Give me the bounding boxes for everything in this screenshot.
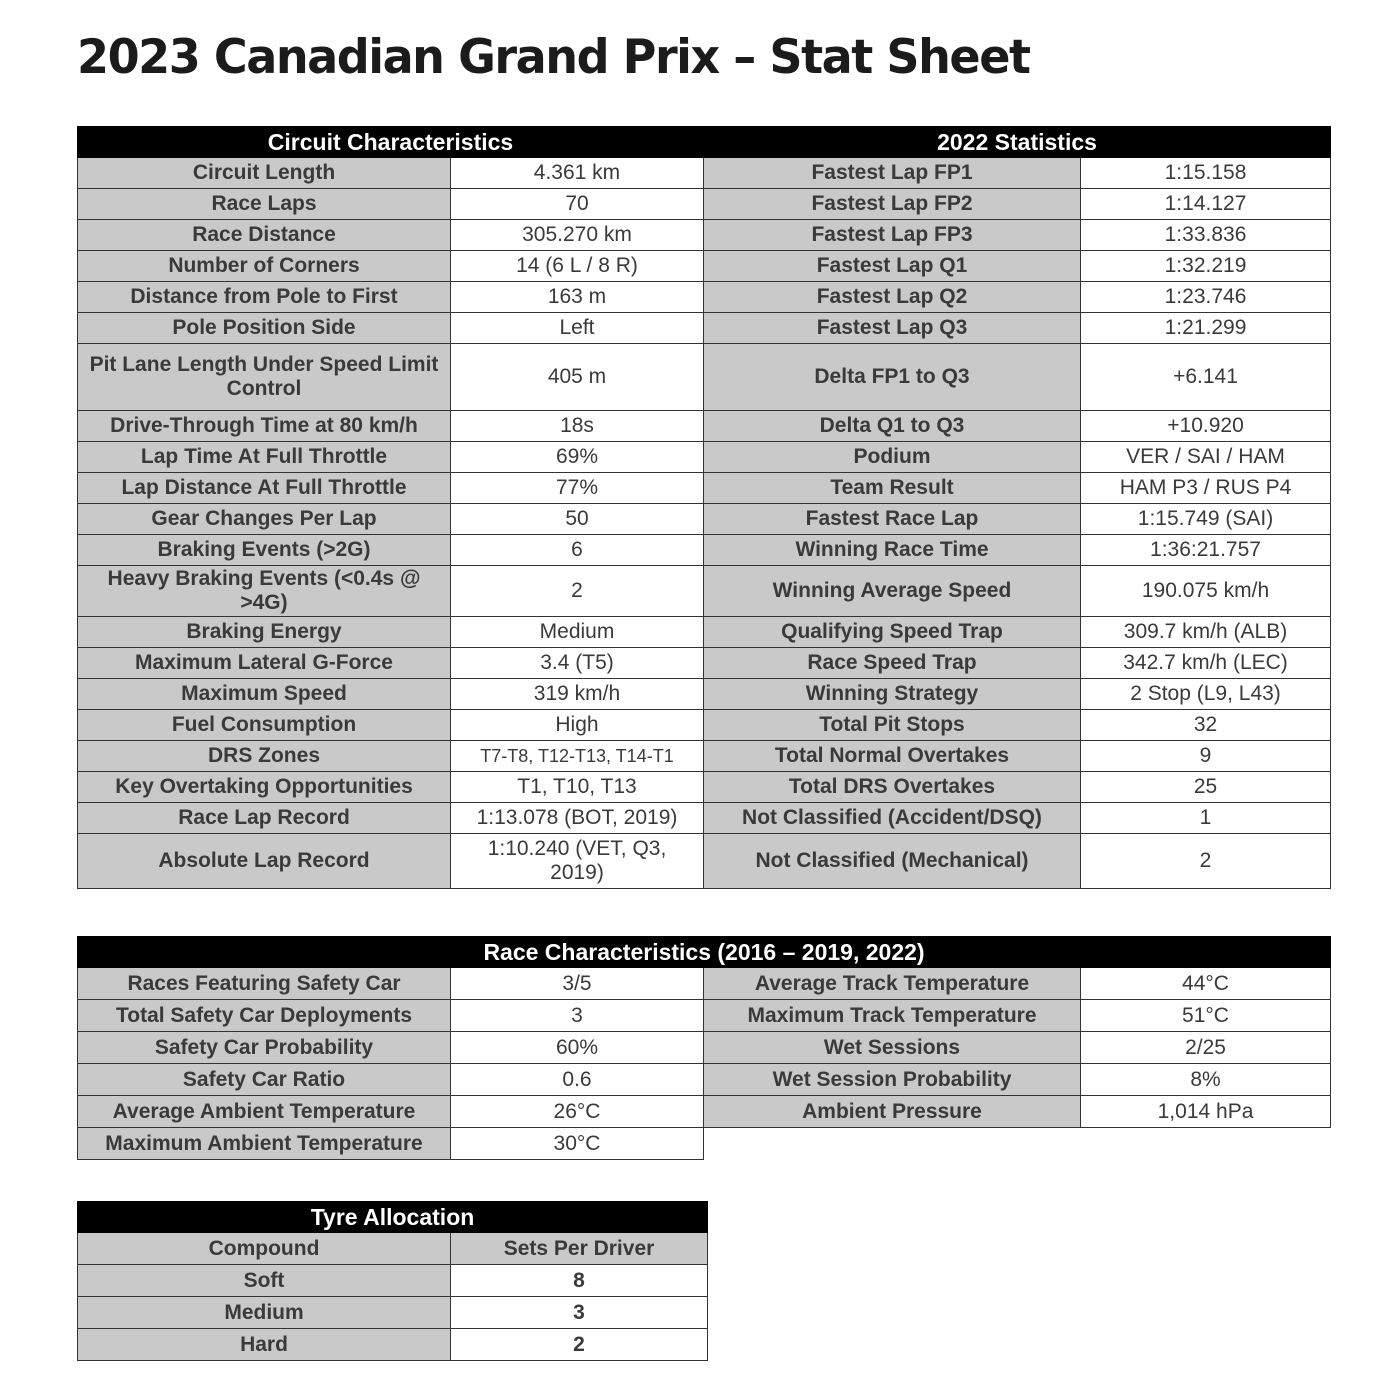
row-value: 50: [451, 504, 704, 535]
row-value: 1:13.078 (BOT, 2019): [451, 803, 704, 834]
row-value: 32: [1081, 710, 1331, 741]
table-row: [78, 803, 1331, 834]
column-header-compound: Compound: [78, 1233, 451, 1265]
row-label: Total Safety Car Deployments: [78, 1000, 451, 1032]
compound-name: Medium: [78, 1297, 451, 1329]
row-value: 163 m: [451, 282, 704, 313]
table-row: [78, 473, 1331, 504]
row-value: 1:10.240 (VET, Q3, 2019): [451, 834, 704, 889]
compound-name: Soft: [78, 1265, 451, 1297]
row-value: 2 Stop (L9, L43): [1081, 679, 1331, 710]
row-value: Medium: [451, 617, 704, 648]
row-label: Heavy Braking Events (<0.4s @ >4G): [78, 566, 451, 617]
row-label: Winning Average Speed: [704, 566, 1081, 617]
row-label: Not Classified (Accident/DSQ): [704, 803, 1081, 834]
row-label: Wet Session Probability: [704, 1064, 1081, 1096]
table-row: [78, 566, 1331, 617]
table-row: [78, 251, 1331, 282]
row-value: 1:14.127: [1081, 189, 1331, 220]
row-label: Maximum Track Temperature: [704, 1000, 1081, 1032]
table-row: [78, 772, 1331, 803]
row-value: 70: [451, 189, 704, 220]
table-row: [78, 648, 1331, 679]
row-value: HAM P3 / RUS P4: [1081, 473, 1331, 504]
row-value: 190.075 km/h: [1081, 566, 1331, 617]
row-label: Race Laps: [78, 189, 451, 220]
compound-name: Hard: [78, 1329, 451, 1361]
row-label: Number of Corners: [78, 251, 451, 282]
row-label: Safety Car Ratio: [78, 1064, 451, 1096]
row-value: 8%: [1081, 1064, 1331, 1096]
table-row: [78, 1128, 1331, 1160]
row-label: Race Lap Record: [78, 803, 451, 834]
circuit-and-2022-stats-table: [77, 126, 1331, 889]
row-label: Fastest Lap Q3: [704, 313, 1081, 344]
row-value: 26°C: [451, 1096, 704, 1128]
row-value: 1:36:21.757: [1081, 535, 1331, 566]
row-value: 18s: [451, 411, 704, 442]
table-row: [78, 968, 1331, 1000]
row-label: Maximum Speed: [78, 679, 451, 710]
row-value: 1: [1081, 803, 1331, 834]
table-row: [78, 1096, 1331, 1128]
row-value: 1:23.746: [1081, 282, 1331, 313]
row-label: Qualifying Speed Trap: [704, 617, 1081, 648]
row-value: 9: [1081, 741, 1331, 772]
row-label: Races Featuring Safety Car: [78, 968, 451, 1000]
row-value: 14 (6 L / 8 R): [451, 251, 704, 282]
row-value: 0.6: [451, 1064, 704, 1096]
table-row: [78, 834, 1331, 889]
row-label: Total Pit Stops: [704, 710, 1081, 741]
row-label: Team Result: [704, 473, 1081, 504]
row-value: T7-T8, T12-T13, T14-T1: [451, 741, 704, 772]
circuit-characteristics-header: Circuit Characteristics: [78, 127, 704, 158]
table-row: [78, 344, 1331, 411]
row-label: Delta Q1 to Q3: [704, 411, 1081, 442]
race-characteristics-table: [77, 936, 1331, 1160]
row-value: 2/25: [1081, 1032, 1331, 1064]
table-row: [78, 282, 1331, 313]
row-value: VER / SAI / HAM: [1081, 442, 1331, 473]
row-value: 1:33.836: [1081, 220, 1331, 251]
tyre-allocation-table: [77, 1201, 708, 1361]
row-value: 1:32.219: [1081, 251, 1331, 282]
row-value: 69%: [451, 442, 704, 473]
table-row: [78, 535, 1331, 566]
row-value: 3.4 (T5): [451, 648, 704, 679]
table-row: [78, 313, 1331, 344]
table-row: [78, 1329, 708, 1361]
row-value: 30°C: [451, 1128, 704, 1160]
table-row: [78, 679, 1331, 710]
row-label: Podium: [704, 442, 1081, 473]
row-label: Average Track Temperature: [704, 968, 1081, 1000]
row-label: Winning Race Time: [704, 535, 1081, 566]
sets-value: 3: [451, 1297, 708, 1329]
table-row: [78, 504, 1331, 535]
row-value: 342.7 km/h (LEC): [1081, 648, 1331, 679]
row-value: 77%: [451, 473, 704, 504]
row-label: Safety Car Probability: [78, 1032, 451, 1064]
table-row: [78, 617, 1331, 648]
row-label: Pit Lane Length Under Speed Limit Control: [78, 344, 451, 411]
row-label: Winning Strategy: [704, 679, 1081, 710]
sets-value: 8: [451, 1265, 708, 1297]
table-row: [78, 741, 1331, 772]
row-value: +10.920: [1081, 411, 1331, 442]
row-label: Fastest Lap FP2: [704, 189, 1081, 220]
row-value: +6.141: [1081, 344, 1331, 411]
row-label: Maximum Ambient Temperature: [78, 1128, 451, 1160]
row-label: Not Classified (Mechanical): [704, 834, 1081, 889]
row-value: High: [451, 710, 704, 741]
row-value: 1:15.749 (SAI): [1081, 504, 1331, 535]
race-characteristics-header: Race Characteristics (2016 – 2019, 2022): [78, 937, 1331, 968]
row-value: 51°C: [1081, 1000, 1331, 1032]
row-value: T1, T10, T13: [451, 772, 704, 803]
row-label: Fastest Lap FP3: [704, 220, 1081, 251]
row-value: 3/5: [451, 968, 704, 1000]
row-label: Fastest Race Lap: [704, 504, 1081, 535]
row-label: Drive-Through Time at 80 km/h: [78, 411, 451, 442]
row-label: Gear Changes Per Lap: [78, 504, 451, 535]
row-label: Fastest Lap FP1: [704, 158, 1081, 189]
table-row: [78, 442, 1331, 473]
row-value: 2: [451, 566, 704, 617]
table-row: [78, 411, 1331, 442]
row-value: 2: [1081, 834, 1331, 889]
row-value: 305.270 km: [451, 220, 704, 251]
row-label: Pole Position Side: [78, 313, 451, 344]
table-row: [78, 158, 1331, 189]
row-label: Key Overtaking Opportunities: [78, 772, 451, 803]
row-label: Distance from Pole to First: [78, 282, 451, 313]
row-value: 309.7 km/h (ALB): [1081, 617, 1331, 648]
column-header-sets: Sets Per Driver: [451, 1233, 708, 1265]
table-row: [78, 1064, 1331, 1096]
table-header-row: [78, 1233, 708, 1265]
row-value: Left: [451, 313, 704, 344]
row-label: Race Distance: [78, 220, 451, 251]
row-label: Absolute Lap Record: [78, 834, 451, 889]
empty-cell: [704, 1128, 1331, 1160]
row-value: 1:15.158: [1081, 158, 1331, 189]
row-label: DRS Zones: [78, 741, 451, 772]
row-value: 25: [1081, 772, 1331, 803]
sets-value: 2: [451, 1329, 708, 1361]
row-label: Fastest Lap Q1: [704, 251, 1081, 282]
row-label: Wet Sessions: [704, 1032, 1081, 1064]
row-value: 1:21.299: [1081, 313, 1331, 344]
row-label: Fastest Lap Q2: [704, 282, 1081, 313]
row-value: 44°C: [1081, 968, 1331, 1000]
row-label: Lap Time At Full Throttle: [78, 442, 451, 473]
row-value: 6: [451, 535, 704, 566]
row-value: 319 km/h: [451, 679, 704, 710]
row-label: Ambient Pressure: [704, 1096, 1081, 1128]
table-row: [78, 220, 1331, 251]
stats-2022-header: 2022 Statistics: [704, 127, 1331, 158]
row-value: 405 m: [451, 344, 704, 411]
row-value: 4.361 km: [451, 158, 704, 189]
row-label: Braking Events (>2G): [78, 535, 451, 566]
table-row: [78, 1297, 708, 1329]
row-label: Total DRS Overtakes: [704, 772, 1081, 803]
row-label: Fuel Consumption: [78, 710, 451, 741]
row-label: Braking Energy: [78, 617, 451, 648]
row-value: 60%: [451, 1032, 704, 1064]
tyre-allocation-header: Tyre Allocation: [78, 1202, 708, 1233]
row-label: Total Normal Overtakes: [704, 741, 1081, 772]
table-row: [78, 1265, 708, 1297]
row-value: 1,014 hPa: [1081, 1096, 1331, 1128]
row-label: Circuit Length: [78, 158, 451, 189]
table-row: [78, 1000, 1331, 1032]
row-label: Delta FP1 to Q3: [704, 344, 1081, 411]
table-row: [78, 710, 1331, 741]
page-title: 2023 Canadian Grand Prix – Stat Sheet: [77, 30, 1030, 85]
table-row: [78, 1032, 1331, 1064]
row-value: 3: [451, 1000, 704, 1032]
row-label: Average Ambient Temperature: [78, 1096, 451, 1128]
row-label: Race Speed Trap: [704, 648, 1081, 679]
table-row: [78, 189, 1331, 220]
row-label: Maximum Lateral G-Force: [78, 648, 451, 679]
row-label: Lap Distance At Full Throttle: [78, 473, 451, 504]
